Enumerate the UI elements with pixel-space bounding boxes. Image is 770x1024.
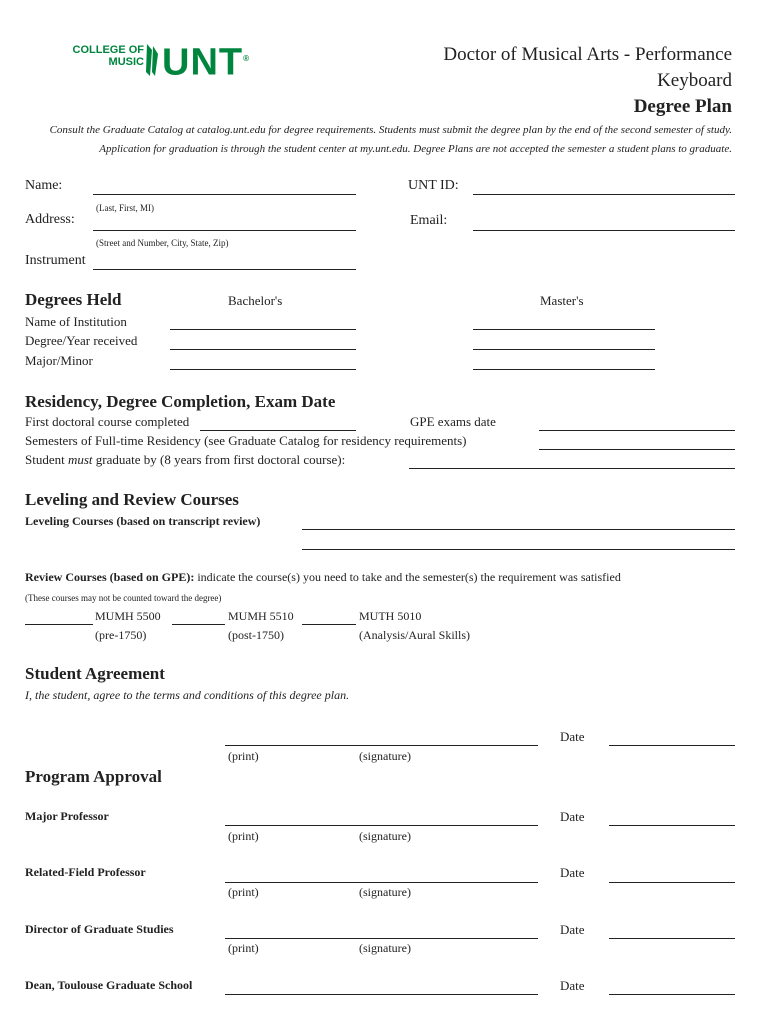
residency-heading: Residency, Degree Completion, Exam Date (25, 392, 336, 411)
major-professor-signature-hint: (signature) (359, 829, 411, 843)
related-field-professor-label: Related-Field Professor (25, 865, 146, 879)
instrument-label: Instrument (25, 253, 86, 268)
major-professor-date-label: Date (560, 809, 585, 824)
student-signature-hint: (signature) (359, 749, 411, 763)
college-of-music-logo (60, 44, 144, 68)
gpe-date-field[interactable] (539, 430, 735, 431)
course-desc-2: (post-1750) (228, 628, 284, 642)
course-desc-3: (Analysis/Aural Skills) (359, 628, 470, 642)
email-field[interactable] (473, 230, 735, 231)
dean-label: Dean, Toulouse Graduate School (25, 978, 193, 992)
logo-line-2: MUSIC (108, 56, 144, 68)
masters-year-field[interactable] (473, 349, 655, 350)
major-minor-label: Major/Minor (25, 353, 93, 368)
eagle-mark-icon (144, 42, 160, 78)
student-date-label: Date (560, 729, 585, 744)
graduate-by-field[interactable] (409, 468, 735, 469)
review-courses-label (25, 570, 621, 585)
degrees-heading: Degrees Held (25, 290, 122, 309)
major-professor-print-hint: (print) (228, 829, 259, 843)
gpe-label: GPE exams date (410, 414, 496, 429)
address-hint: (Street and Number, City, State, Zip) (96, 238, 229, 248)
instrument-field[interactable] (93, 269, 356, 270)
masters-label: Master's (540, 293, 584, 308)
bachelors-year-field[interactable] (170, 349, 356, 350)
graduate-by-suffix: graduate by (8 years from first doctoral course): (92, 452, 346, 467)
student-signature-field[interactable] (225, 745, 538, 746)
leveling-courses-label: Leveling Courses (based on transcript review) (25, 514, 261, 528)
unt-id-label: UNT ID: (408, 178, 459, 193)
related-field-date-field[interactable] (609, 882, 735, 883)
masters-institution-field[interactable] (473, 329, 655, 330)
course-desc-1: (pre-1750) (95, 628, 147, 642)
first-course-field[interactable] (200, 430, 356, 431)
title-keyboard: Keyboard (657, 70, 732, 91)
bachelors-label: Bachelor's (228, 293, 283, 308)
related-field-date-label: Date (560, 865, 585, 880)
major-professor-signature-field[interactable] (225, 825, 538, 826)
director-signature-field[interactable] (225, 938, 538, 939)
mumh5510-semester-field[interactable] (172, 624, 225, 625)
course-code-3: MUTH 5010 (359, 609, 422, 623)
name-hint: (Last, First, MI) (96, 203, 154, 213)
leveling-heading: Leveling and Review Courses (25, 490, 239, 509)
related-field-signature-hint: (signature) (359, 885, 411, 899)
unt-id-field[interactable] (473, 194, 735, 195)
course-code-2: MUMH 5510 (228, 609, 294, 623)
institution-label: Name of Institution (25, 314, 127, 329)
unt-logo-text: UNT (162, 41, 244, 84)
bachelors-institution-field[interactable] (170, 329, 356, 330)
dean-date-field[interactable] (609, 994, 735, 995)
unt-logo (162, 38, 250, 84)
leveling-courses-field-2[interactable] (302, 549, 735, 550)
muth5010-semester-field[interactable] (302, 624, 356, 625)
related-field-signature-field[interactable] (225, 882, 538, 883)
review-courses-title: Review Courses (based on GPE): (25, 570, 195, 584)
bachelors-major-field[interactable] (170, 369, 356, 370)
director-print-hint: (print) (228, 941, 259, 955)
intro-line-1: Consult the Graduate Catalog at catalog.unt.edu for degree requirements. Students must submit the degree plan by the end of the second semester of study. (49, 124, 732, 136)
logo-line-1: COLLEGE OF (72, 44, 144, 56)
director-label: Director of Graduate Studies (25, 922, 174, 936)
semesters-field[interactable] (539, 449, 735, 450)
director-signature-hint: (signature) (359, 941, 411, 955)
director-date-label: Date (560, 922, 585, 937)
approval-heading: Program Approval (25, 767, 162, 786)
student-print-hint: (print) (228, 749, 259, 763)
registered-mark: ® (243, 54, 251, 63)
mumh5500-semester-field[interactable] (25, 624, 93, 625)
degree-year-label: Degree/Year received (25, 333, 138, 348)
first-course-label: First doctoral course completed (25, 414, 190, 429)
dean-date-label: Date (560, 978, 585, 993)
graduate-by-label (25, 452, 345, 468)
course-code-1: MUMH 5500 (95, 609, 161, 623)
page-title: Degree Plan (633, 96, 732, 117)
semesters-label: Semesters of Full-time Residency (see Graduate Catalog for residency requirements) (25, 433, 467, 448)
review-note: (These courses may not be counted toward the degree) (25, 593, 222, 603)
major-professor-label: Major Professor (25, 809, 109, 823)
related-field-print-hint: (print) (228, 885, 259, 899)
director-date-field[interactable] (609, 938, 735, 939)
title-program: Doctor of Musical Arts - Performance (443, 44, 732, 65)
student-date-field[interactable] (609, 745, 735, 746)
graduate-by-must: must (67, 452, 93, 467)
review-courses-text: indicate the course(s) you need to take and the semester(s) the requirement was satisfied (194, 570, 621, 584)
name-field[interactable] (93, 194, 356, 195)
graduate-by-prefix: Student (25, 452, 68, 467)
intro-line-2: Application for graduation is through the student center at my.unt.edu. Degree Plans are not accepted the semester a student plans to graduate. (99, 143, 732, 155)
masters-major-field[interactable] (473, 369, 655, 370)
email-label: Email: (410, 213, 448, 228)
address-field[interactable] (93, 230, 356, 231)
agreement-text: I, the student, agree to the terms and conditions of this degree plan. (25, 688, 350, 702)
name-label: Name: (25, 178, 63, 193)
agreement-heading: Student Agreement (25, 664, 165, 683)
major-professor-date-field[interactable] (609, 825, 735, 826)
leveling-courses-field-1[interactable] (302, 529, 735, 530)
dean-signature-field[interactable] (225, 994, 538, 995)
address-label: Address: (25, 212, 75, 227)
